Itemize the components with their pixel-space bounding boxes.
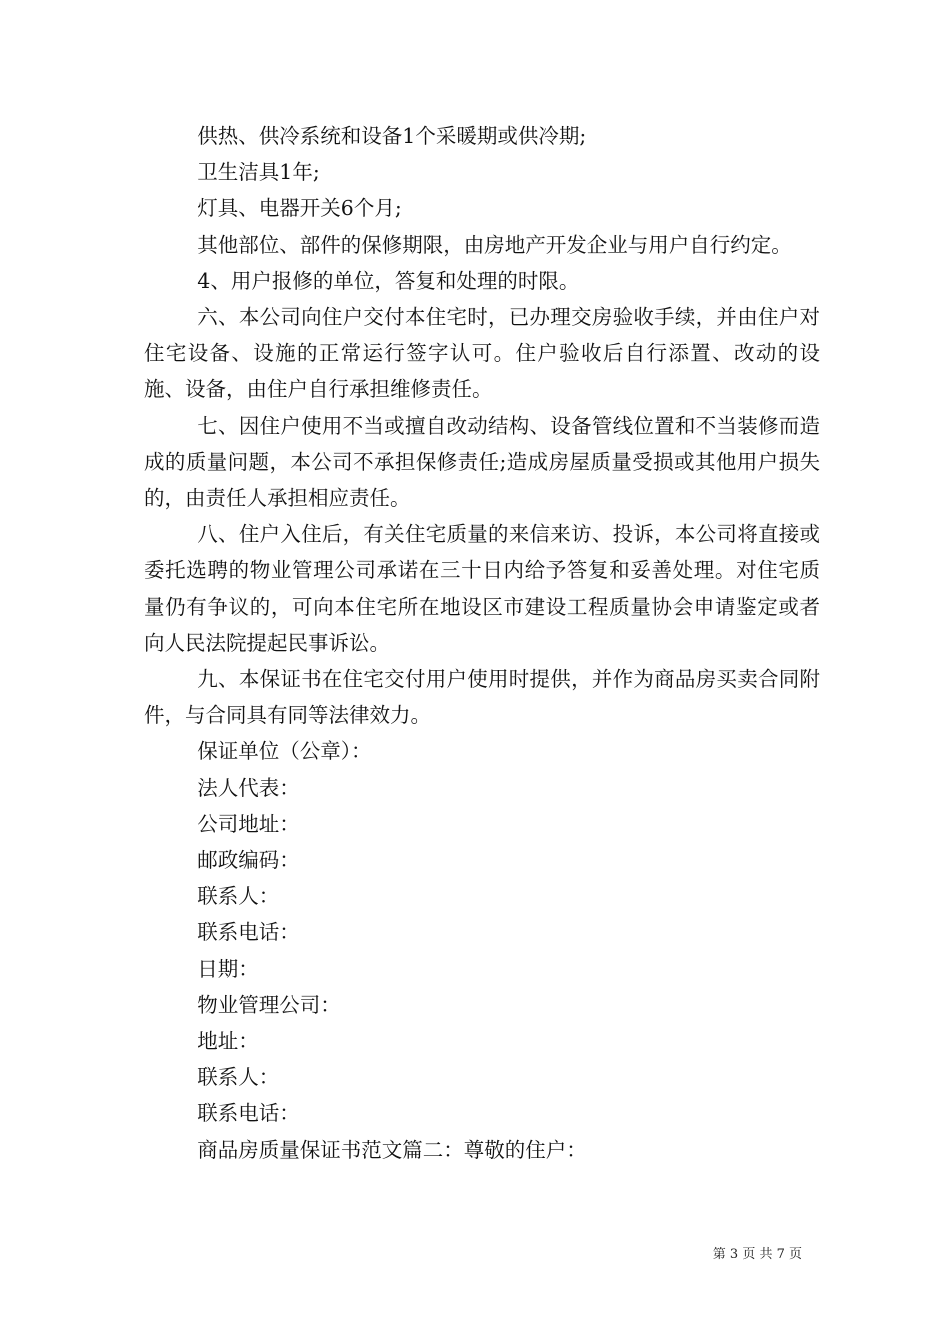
paragraph: 灯具、电器开关6个月; [197,196,402,221]
paragraph: 其他部位、部件的保修期限，由房地产开发企业与用户自行约定。 [197,232,792,257]
paragraph: 供热、供冷系统和设备1个采暖期或供冷期; [197,124,587,148]
paragraph: 卫生洁具1年; [197,160,320,185]
page-number: 第 3 页 共 7 页 [712,1247,802,1262]
paragraph: 六、本公司向住户交付本住宅时，已办理交房验收手续，并由住户对住宅设备、设施的正常运行签字认可。住户验收后自行添置、改动的设施、设备，由住户自行承担维修责任。 [144,305,820,402]
paragraph: 九、本保证书在住宅交付用户使用时提供，并作为商品房买卖合同附件，与合同具有同等法律效力。 [144,667,820,728]
paragraph: 七、因住户使用不当或擅自改动结构、设备管线位置和不当装修而造成的质量问题，本公司不承担保修责任;造成房屋质量受损或其他用户损失的，由责任人承担相应责任。 [144,413,820,511]
paragraph: 八、住户入住后，有关住宅质量的来信来访、投诉，本公司将直接或委托选聘的物业管理公司承诺在三十日内给予答复和妥善处理。对住宅质量仍有争议的，可向本住宅所在地设区市建设工程质量协会申请鉴定或者向人民法院提起民事诉讼。 [144,522,820,655]
form-field-label: 联系人： [197,1065,280,1090]
form-field-label: 物业管理公司： [197,992,341,1017]
form-field-label: 邮政编码： [197,848,300,873]
form-field-label: 联系电话： [197,920,300,945]
form-field-label: 地址： [197,1029,259,1054]
form-field-label: 联系人： [197,884,280,909]
section-heading: 商品房质量保证书范文篇二：尊敬的住户： [197,1137,587,1162]
paragraph: 4、用户报修的单位，答复和处理的时限。 [197,268,580,293]
form-field-label: 法人代表： [197,775,300,800]
document-body [144,118,820,1168]
form-field-label: 日期： [197,956,259,981]
form-field-label: 公司地址： [197,811,300,836]
form-field-label: 联系电话： [197,1101,300,1126]
form-field-label: 保证单位（公章）： [197,739,372,764]
